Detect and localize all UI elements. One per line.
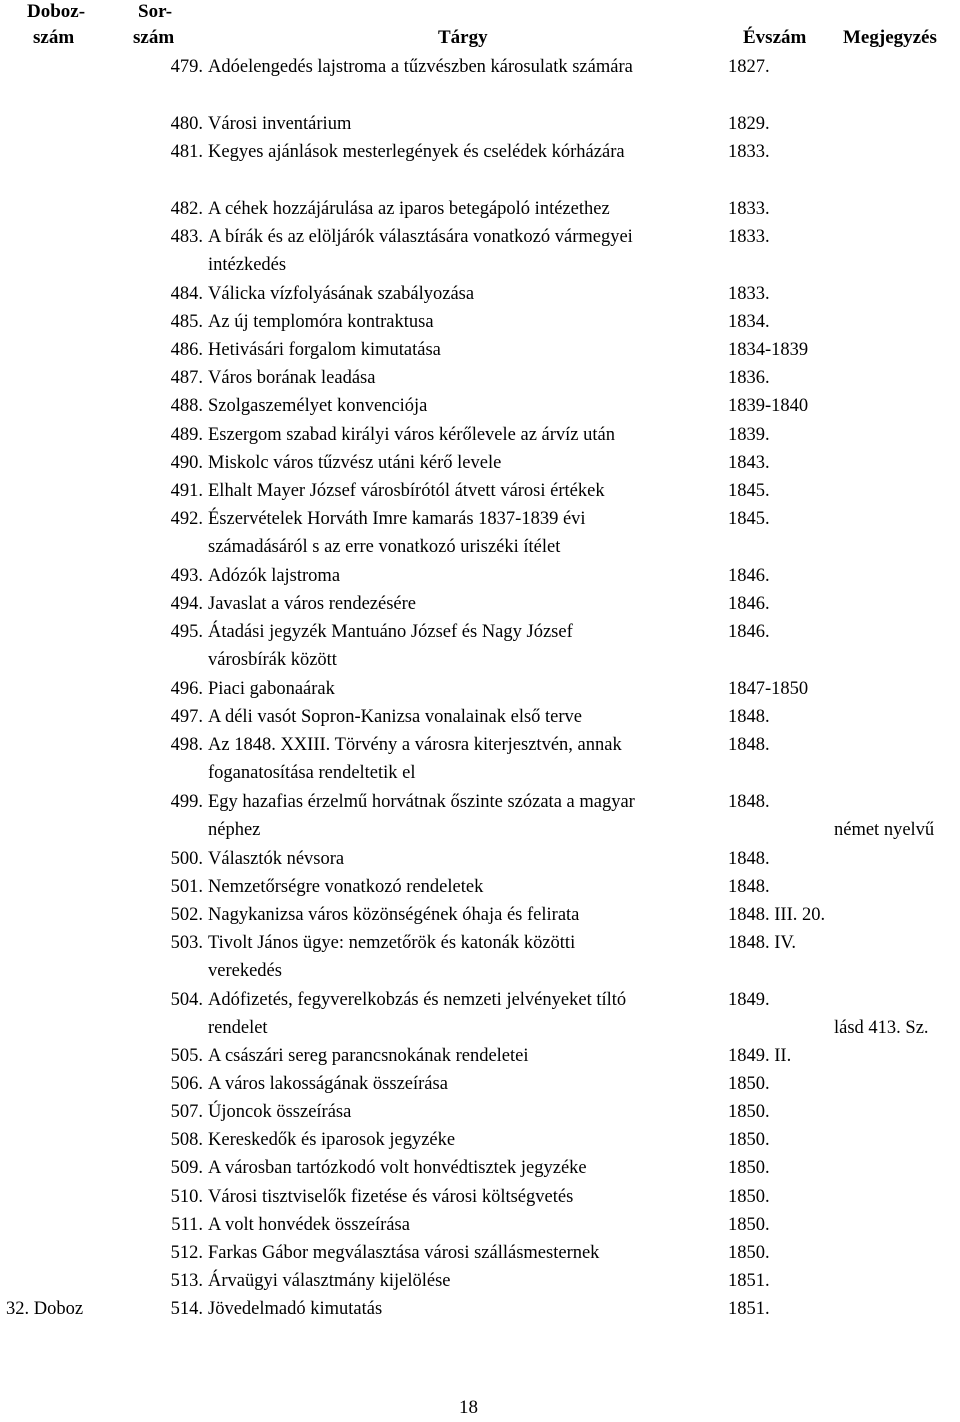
row-year: 1848. [728, 707, 770, 727]
row-number: 508. [170, 1130, 203, 1150]
row-year: 1834. [728, 312, 770, 332]
row-year: 1848. [728, 735, 770, 755]
row-title-line1: Adófizetés, fegyverelkobzás és nemzeti jelvényeket tíltó [208, 990, 627, 1010]
row-number: 488. [170, 396, 203, 416]
row-number: 504. [170, 990, 203, 1010]
row-number: 514. [170, 1299, 203, 1319]
page-number: 18 [459, 1397, 478, 1418]
row-note: német nyelvű [834, 820, 935, 841]
row-year: 1846. [728, 566, 770, 586]
row-title-line1: Az új templomóra kontraktusa [208, 312, 434, 332]
row-title-line1: Hetivásári forgalom kimutatása [208, 340, 441, 360]
row-year: 1845. [728, 481, 770, 501]
row-title-line1: Észervételek Horváth Imre kamarás 1837-1839 évi [208, 509, 586, 529]
row-number: 499. [170, 792, 203, 812]
row-year: 1833. [728, 284, 770, 304]
row-title-line1: Farkas Gábor megválasztása városi szállásmesternek [208, 1243, 600, 1263]
row-number: 502. [170, 905, 203, 925]
row-number: 495. [170, 622, 203, 642]
row-title-line1: A volt honvédek összeírása [208, 1215, 410, 1235]
row-year: 1836. [728, 368, 770, 388]
row-title-line1: Egy hazafias érzelmű horvátnak őszinte szózata a magyar [208, 792, 635, 812]
row-number: 492. [170, 509, 203, 529]
row-year: 1850. [728, 1243, 770, 1263]
row-title-line1: Elhalt Mayer József városbírótól átvett városi értékek [208, 481, 605, 501]
row-number: 509. [170, 1158, 203, 1178]
row-number: 505. [170, 1046, 203, 1066]
row-year: 1839-1840 [728, 396, 809, 416]
row-number: 480. [170, 114, 203, 134]
row-year: 1846. [728, 622, 770, 642]
row-title-line1: Nagykanizsa város közönségének óhaja és felirata [208, 905, 580, 925]
row-year: 1849. [728, 990, 770, 1010]
row-number: 485. [170, 312, 203, 332]
row-year: 1850. [728, 1187, 770, 1207]
row-number: 494. [170, 594, 203, 614]
row-title-line1: Város borának leadása [208, 368, 376, 388]
row-number: 503. [170, 933, 203, 953]
row-title-line1: A város lakosságának összeírása [208, 1074, 448, 1094]
row-number: 493. [170, 566, 203, 586]
row-year: 1851. [728, 1271, 770, 1291]
header-box-number-line2: szám [33, 27, 75, 48]
row-title-line1: A céhek hozzájárulása az iparos betegápoló intézethez [208, 199, 610, 219]
row-number: 491. [170, 481, 203, 501]
row-title-line1: Tivolt János ügye: nemzetőrök és katonák közötti [208, 933, 576, 953]
row-title-line1: Adóelengedés lajstroma a tűzvészben károsulatk számára [208, 57, 633, 77]
row-title-line1: Eszergom szabad királyi város kérőlevele az árvíz után [208, 425, 615, 445]
row-year: 1850. [728, 1215, 770, 1235]
row-box-number: 32. Doboz [6, 1299, 84, 1319]
row-year: 1839. [728, 425, 770, 445]
row-title-line1: Miskolc város tűzvész utáni kérő levele [208, 453, 502, 473]
row-number: 507. [170, 1102, 203, 1122]
row-number: 484. [170, 284, 203, 304]
row-number: 497. [170, 707, 203, 727]
row-title-line1: Árvaügyi választmány kijelölése [208, 1271, 451, 1291]
row-number: 489. [170, 425, 203, 445]
row-number: 506. [170, 1074, 203, 1094]
row-year: 1833. [728, 142, 770, 162]
row-number: 513. [170, 1271, 203, 1291]
row-title-line1: Városi tisztviselők fizetése és városi költségvetés [208, 1187, 574, 1207]
row-title-line1: Szolgaszemélyet konvenciója [208, 396, 428, 416]
row-year: 1845. [728, 509, 770, 529]
row-number: 496. [170, 679, 203, 699]
row-title-line1: A császári sereg parancsnokának rendeletei [208, 1046, 529, 1066]
row-title-line1: A városban tartózkodó volt honvédtisztek jegyzéke [208, 1158, 587, 1178]
row-year: 1848. III. 20. [728, 905, 826, 925]
row-year: 1848. [728, 849, 770, 869]
row-title-line1: Javaslat a város rendezésére [208, 594, 417, 614]
header-row-number-line2: szám [133, 27, 175, 48]
row-year: 1833. [728, 199, 770, 219]
row-year: 1848. IV. [728, 933, 797, 953]
row-year: 1848. [728, 877, 770, 897]
header-box-number-line1: Doboz- [27, 1, 86, 22]
row-number: 510. [170, 1187, 203, 1207]
row-number: 511. [171, 1215, 203, 1235]
row-year: 1843. [728, 453, 770, 473]
header-year: Évszám [743, 27, 807, 48]
row-number: 486. [170, 340, 203, 360]
header-subject: Tárgy [438, 27, 488, 48]
row-title-line1: Nemzetőrségre vonatkozó rendeletek [208, 877, 484, 897]
row-number: 481. [170, 142, 203, 162]
header-row-number-line1: Sor- [138, 1, 173, 22]
row-title-line2: intézkedés [208, 255, 287, 276]
row-number: 483. [170, 227, 203, 247]
row-title-line2: verekedés [208, 961, 282, 982]
row-title-line1: A bírák és az elöljárók választására vonatkozó vármegyei [208, 227, 633, 247]
row-title-line1: Jövedelmadó kimutatás [208, 1299, 383, 1319]
row-title-line1: Átadási jegyzék Mantuáno József és Nagy József [208, 622, 573, 642]
row-number: 490. [170, 453, 203, 473]
row-year: 1848. [728, 792, 770, 812]
row-title-line1: Az 1848. XXIII. Törvény a városra kiterjesztvén, annak [208, 735, 622, 755]
row-title-line2: rendelet [208, 1018, 268, 1039]
row-year: 1829. [728, 114, 770, 134]
row-year: 1850. [728, 1102, 770, 1122]
row-number: 482. [170, 199, 203, 219]
row-number: 512. [170, 1243, 203, 1263]
row-year: 1851. [728, 1299, 770, 1319]
row-year: 1849. II. [728, 1046, 792, 1066]
row-year: 1827. [728, 57, 770, 77]
row-title-line1: Piaci gabonaárak [208, 679, 335, 699]
row-title-line1: A déli vasót Sopron-Kanizsa vonalainak első terve [208, 707, 583, 727]
row-number: 498. [170, 735, 203, 755]
row-title-line1: Kereskedők és iparosok jegyzéke [208, 1130, 456, 1150]
row-number: 487. [170, 368, 203, 388]
row-note: lásd 413. Sz. [834, 1018, 929, 1039]
row-year: 1846. [728, 594, 770, 614]
row-year: 1850. [728, 1074, 770, 1094]
row-title-line2: számadásáról s az erre vonatkozó uriszéki ítélet [208, 537, 561, 558]
row-title-line2: foganatosítása rendeltetik el [208, 763, 416, 784]
row-title-line1: Adózók lajstroma [208, 566, 341, 586]
row-year: 1850. [728, 1130, 770, 1150]
row-year: 1834-1839 [728, 340, 809, 360]
row-number: 501. [170, 877, 203, 897]
row-title-line1: Választók névsora [208, 849, 345, 869]
row-title-line1: Kegyes ajánlások mesterlegények és cselédek kórházára [208, 142, 625, 162]
header-note: Megjegyzés [843, 27, 937, 48]
row-title-line1: Városi inventárium [208, 114, 352, 134]
row-title-line1: Válicka vízfolyásának szabályozása [208, 284, 475, 304]
row-year: 1850. [728, 1158, 770, 1178]
row-title-line1: Újoncok összeírása [208, 1102, 352, 1122]
row-number: 500. [170, 849, 203, 869]
row-title-line2: városbírák között [208, 650, 337, 671]
row-title-line2: néphez [208, 820, 261, 841]
row-number: 479. [170, 57, 203, 77]
row-year: 1847-1850 [728, 679, 809, 699]
row-year: 1833. [728, 227, 770, 247]
